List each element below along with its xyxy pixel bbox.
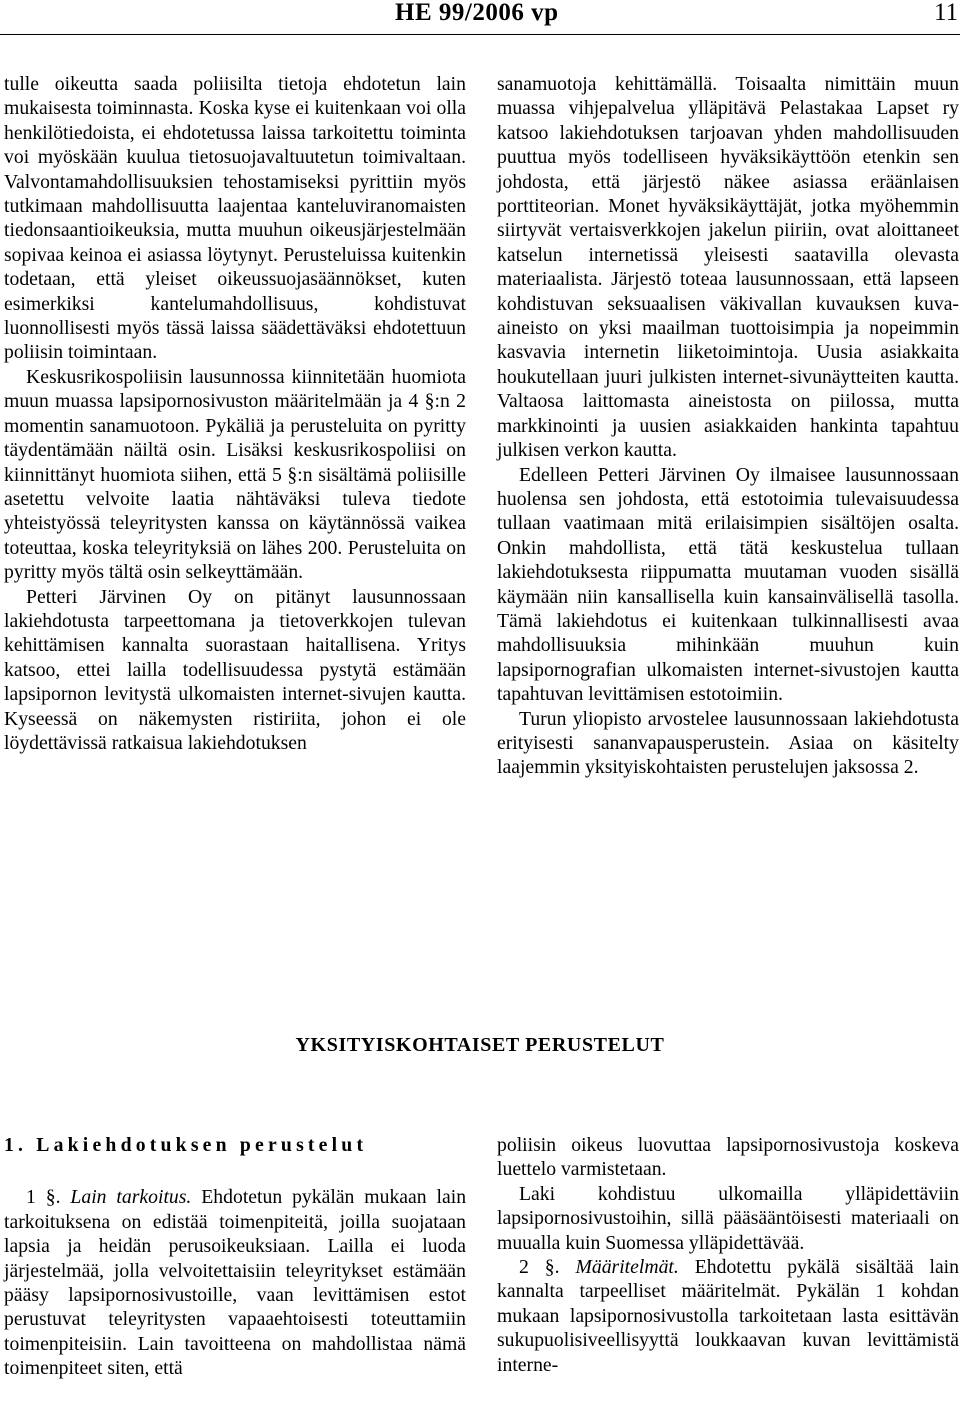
paragraph: Edelleen Petteri Järvinen Oy ilmaisee lausunnossaan huolensa sen johdosta, että estotoimia tulevaisuudessa tullaan vaatimaan mitä erilaisimpien sisältöjen osalta. Onkin mahdollista, että tätä keskustelua tullaan lakiehdotuksesta riippumatta muutaman vuoden sisällä käymään niin kansallisella kuin kansainvälisellä tasolla. Tämä lakiehdotus ei kuitenkaan tulkinnallisesti avaa mahdollisuuksia mihinkään muuhun kuin lapsipornografian ulkomaisten internet-sivustojen kautta tapahtuvan levittämisen estotoimiin. bbox=[497, 463, 959, 706]
bottom-right-column bbox=[497, 1133, 959, 1377]
section-text: Ehdotettu pykälä sisältää lain kannalta tarpeelliset määritelmät. Pykälän 1 kohdan mukaan lapsipornosivustolla tarkoitetaan lasta esittävän sukupuolisiveellisyyttä loukkaavan kuvan levittämistä interne- bbox=[497, 1256, 959, 1376]
section-1-paragraph bbox=[4, 1185, 466, 1380]
document-id: HE 99/2006 vp bbox=[395, 0, 559, 26]
section-2-paragraph bbox=[497, 1255, 959, 1377]
main-heading: YKSITYISKOHTAISET PERUSTELUT bbox=[295, 1034, 665, 1056]
paragraph: tulle oikeutta saada poliisilta tietoja ehdotetun lain mukaisesta toiminnasta. Koska kyse ei kuitenkaan voi olla henkilötiedoista, ei ehdotetussa laissa tarkoitettu toiminta voi myöskään kuulua tietosuojavaltuutetun toimivaltaan. Valvontamahdollisuuksien tehostamiseksi pyrittiin myös tutkimaan mahdollisuutta laajentaa kanteluviranomaisten tiedonsaantioikeuksia, mutta muuhun oikeusjärjestelmään sopivaa keinoa ei asiassa löytynyt. Perusteluissa kuitenkin todetaan, että yleiset oikeussuojasäännökset, kuten esimerkiksi kantelumahdollisuus, kohdistuvat luonnollisesti myös tässä laissa säädettäväksi ehdotettuun poliisin toimintaan. bbox=[4, 73, 466, 364]
paragraph: poliisin oikeus luovuttaa lapsipornosivustoja koskeva luettelo varmistetaan. bbox=[497, 1134, 959, 1181]
section-number: 2 §. bbox=[519, 1256, 560, 1279]
section-title: Määritelmät. bbox=[575, 1256, 679, 1279]
section-number: 1 §. bbox=[26, 1186, 61, 1209]
top-right-column bbox=[497, 72, 959, 780]
paragraph: Keskusrikospoliisin lausunnossa kiinnitetään huomiota muun muassa lapsipornosivuston määritelmään ja 4 §:n 2 momentin sanamuotoon. Pykäliä ja perusteluita on pyritty täydentämään näiltä osin. Lisäksi keskusrikospoliisi on kiinnittänyt huomiota siihen, että 5 §:n sisältämä poliisille asetettu velvoite laatia nähtäväksi tuleva tiedote yhteistyössä teleyritysten kanssa on käytännössä vaikea toteuttaa, koska teleyrityksiä on lähes 200. Perusteluita on pyritty myös tältä osin selkeyttämään. bbox=[4, 365, 466, 584]
subsection-heading: 1. Lakiehdotuksen perustelut bbox=[4, 1134, 368, 1156]
paragraph: sanamuotoja kehittämällä. Toisaalta nimittäin muun muassa vihjepalvelua ylläpitävä Pelastakaa Lapset ry katsoo lakiehdotuksen tarjoavan yhden mahdollisuuden puuttua myös todelliseen hyväksikäyttöön etenkin sen johdosta, että järjestö näkee asiassa eräänlaisen porttiteorian. Monet hyväksikäyttäjät, jotka myöhemmin siirtyvät vertaisverkkojen jakelun piiriin, ovat aloittaneet katselun internetissä yleisesti saatavilla olevasta materiaalista. Järjestö toteaa lausunnossaan, että lapseen kohdistuvan seksuaalisen väkivallan kuvauksen kuva-aineisto on yksi maailman tuottoisimpia ja nopeimmin kasvavia internetin liiketoimintoja. Uusia asiakkaita houkutellaan juuri julkisten internet-sivunäytteiten kautta. Valtaosa laittomasta aineistosta on piilossa, mutta markkinointi ja uusien asiakkaiden hankinta tapahtuu julkisen verkon kautta. bbox=[497, 73, 959, 462]
bottom-left-column bbox=[4, 1133, 466, 1381]
paragraph: Petteri Järvinen Oy on pitänyt lausunnossaan lakiehdotusta tarpeettomana ja tietoverkkojen tulevan kehittämisen kannalta suorastaan haitallisena. Yritys katsoo, ettei lailla todellisuudessa pystytä estämään lapsipornon levitystä ulkomaisten internet-sivujen kautta. Kyseessä on näkemysten ristiriita, johon ei ole löydettävissä ratkaisua lakiehdotuksen bbox=[4, 585, 466, 754]
page-number: 11 bbox=[934, 0, 959, 26]
page-header bbox=[0, 0, 960, 35]
section-text: Ehdotetun pykälän mukaan lain tarkoituksena on edistää toimenpiteitä, joilla suojataan lapsia ja heidän perusoikeuksiaan. Lailla ei luoda järjestelmää, jolla velvoitettaisiin teleyritykset estämään pääsy lapsipornosivustoille, vaan levittämisen estot perustuvat teleyritysten vapaaehtoisesti toteuttamiin toimenpiteisiin. Lain tavoitteena on mahdollistaa nämä toimenpiteet siten, että bbox=[4, 1186, 467, 1380]
section-title: Lain tarkoitus. bbox=[70, 1186, 192, 1209]
paragraph: Laki kohdistuu ulkomailla ylläpidettäviin lapsipornosivustoihin, sillä pääsääntöisesti materiaali on muualla kuin Suomessa ylläpidettävää. bbox=[497, 1182, 959, 1254]
top-left-column bbox=[4, 72, 466, 755]
paragraph: Turun yliopisto arvostelee lausunnossaan lakiehdotusta erityisesti sananvapausperustein. Asiaa on käsitelty laajemmin yksityiskohtaisten perustelujen jaksossa 2. bbox=[497, 707, 959, 779]
